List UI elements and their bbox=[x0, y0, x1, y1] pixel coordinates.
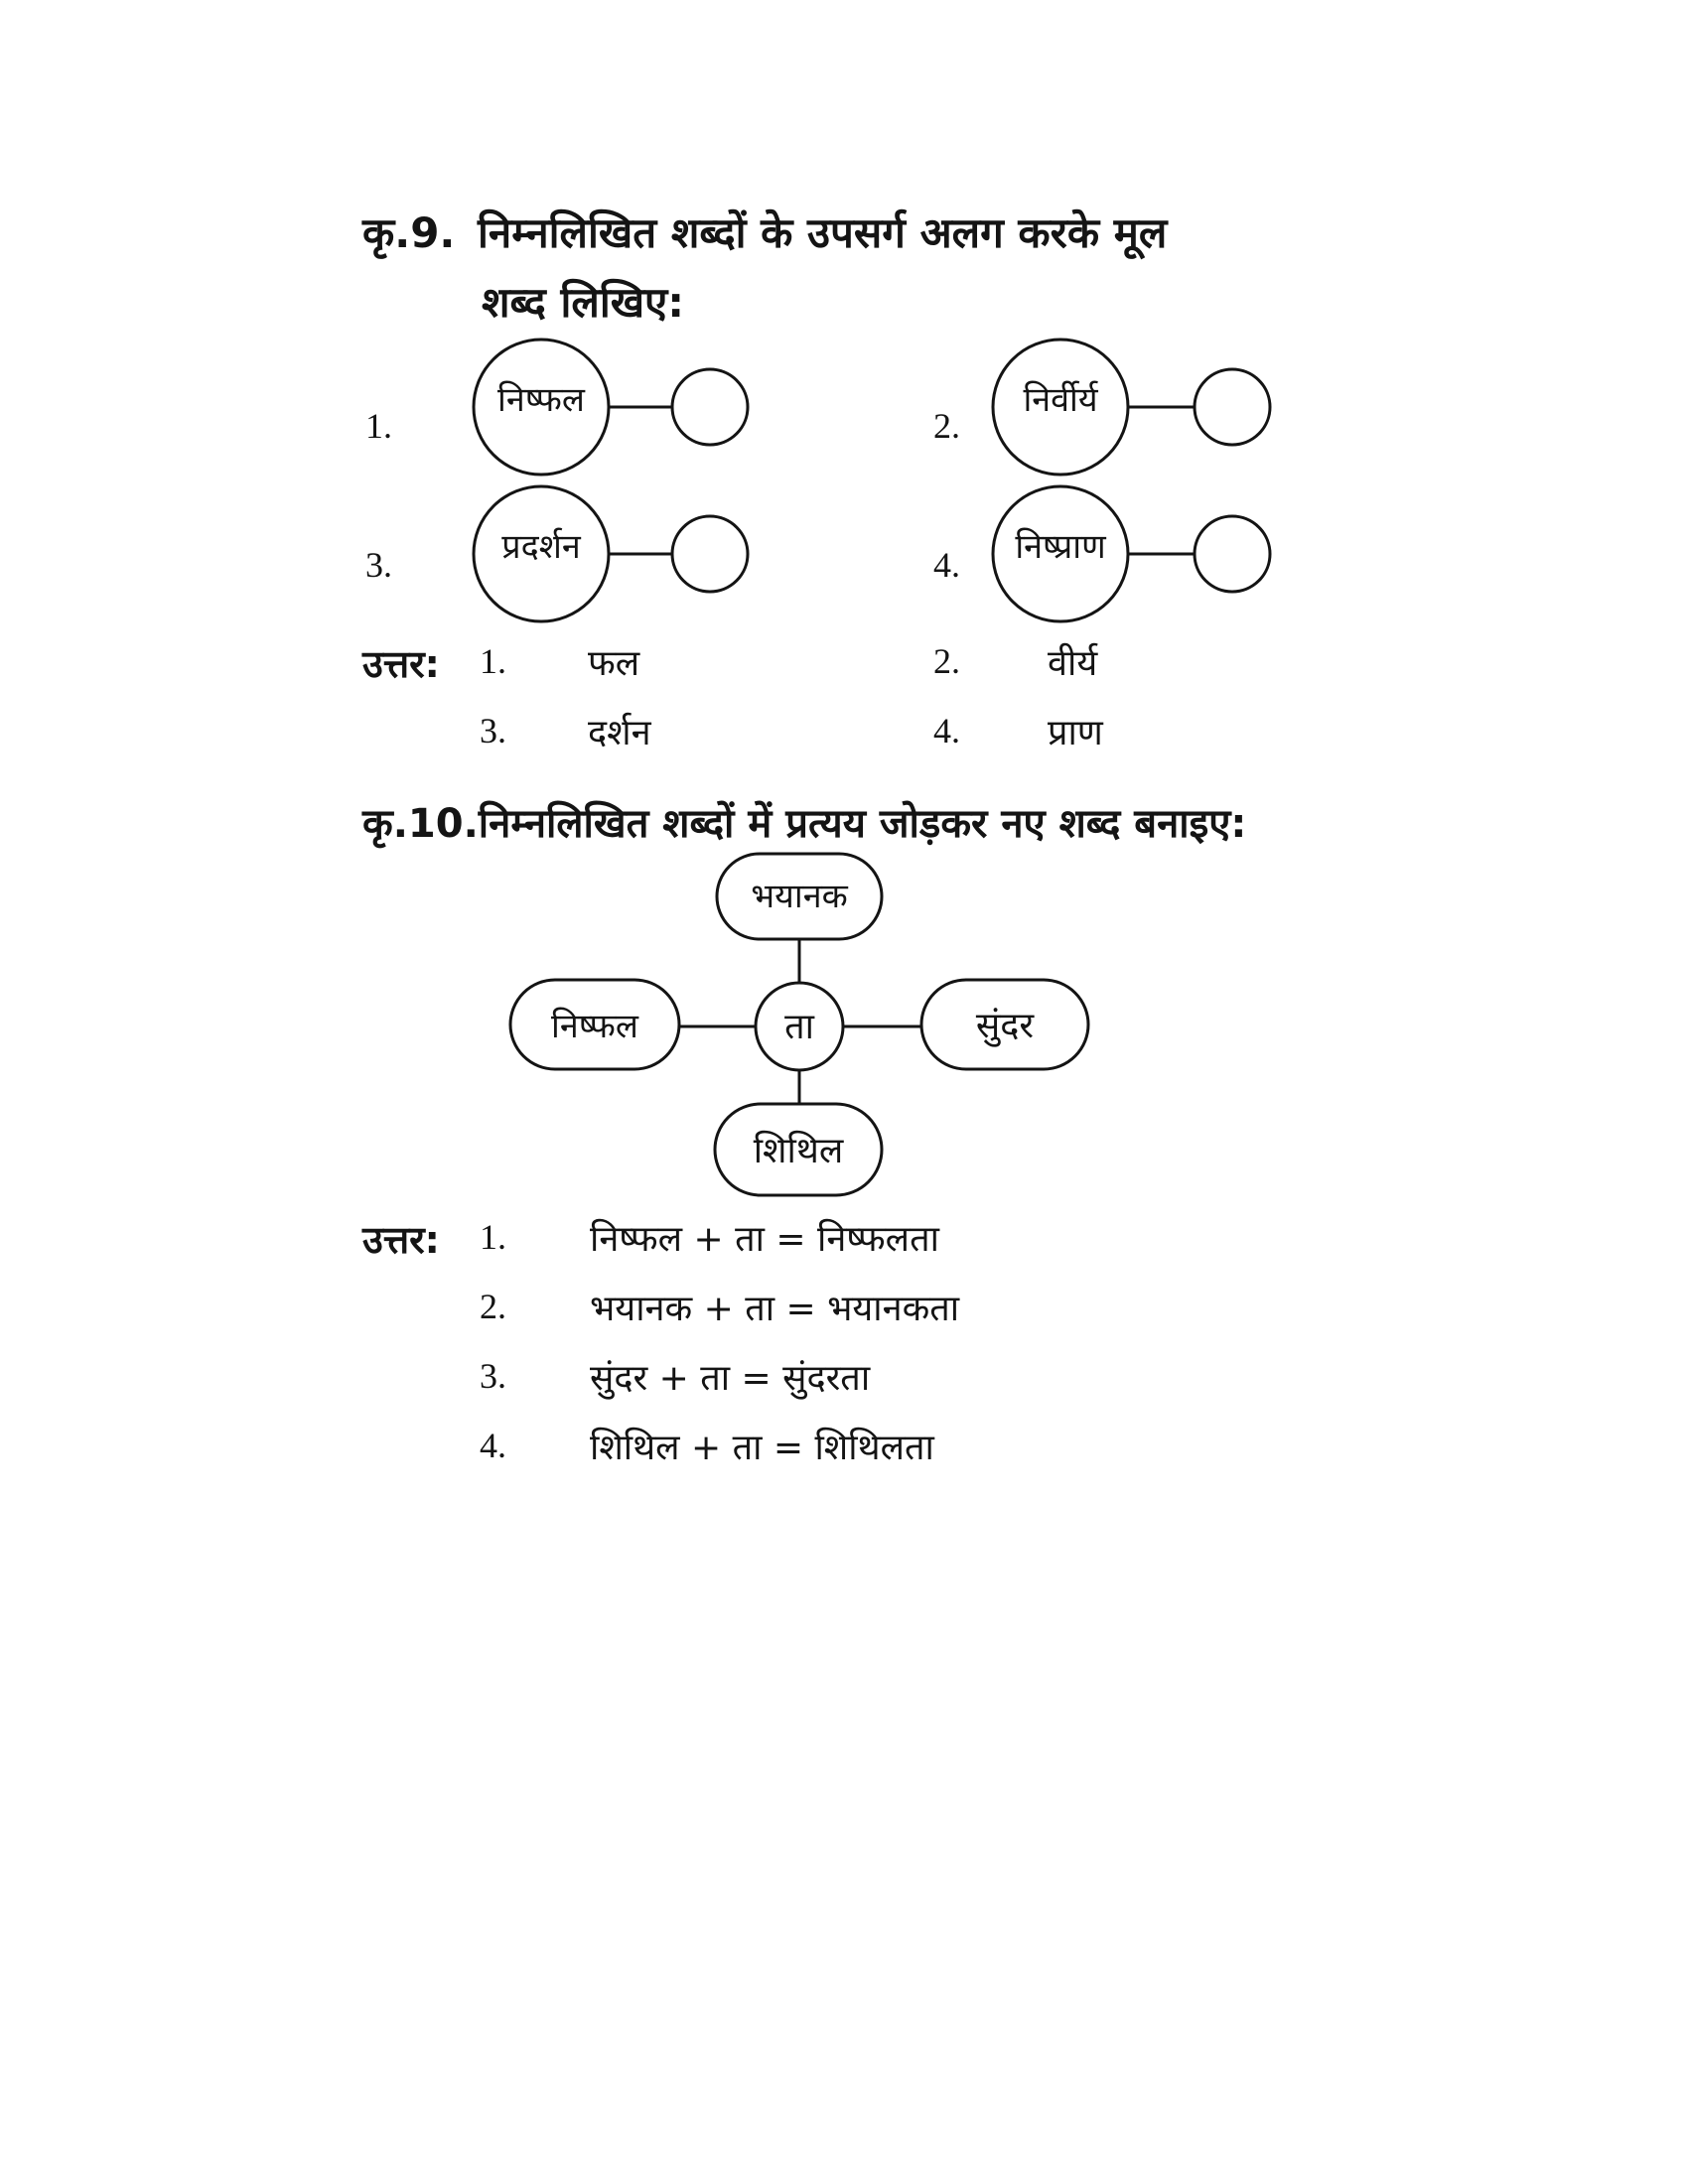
q9-answer4-number: 4. bbox=[933, 711, 960, 751]
q10-bottom-word: शिथिल bbox=[753, 1131, 844, 1171]
q9-answer-label: उत्तर: bbox=[362, 642, 440, 686]
q9-item1-blank-circle bbox=[672, 369, 748, 445]
q9-number: कृ.9. bbox=[362, 208, 456, 257]
q10-answer1-text: निष्फल + ता = निष्फलता bbox=[590, 1219, 939, 1260]
q9-item4-blank-circle bbox=[1195, 516, 1270, 592]
q9-answer2-number: 2. bbox=[933, 641, 960, 681]
q10-answer4-number: 4. bbox=[480, 1426, 506, 1465]
q9-answer1-text: फल bbox=[588, 643, 640, 684]
q9-answer3-text: दर्शन bbox=[588, 713, 651, 753]
q9-item3-blank-circle bbox=[672, 516, 748, 592]
q9-answer4-text: प्राण bbox=[1048, 713, 1103, 753]
q9-diagrams bbox=[0, 0, 1688, 695]
q9-item1-word: निष्फल bbox=[497, 380, 585, 420]
q10-answer1-number: 1. bbox=[480, 1217, 506, 1257]
q9-item4-word: निष्प्राण bbox=[1015, 527, 1106, 567]
q9-item4-number: 4. bbox=[933, 545, 960, 585]
q9-item3-number: 3. bbox=[365, 545, 392, 585]
q10-left-word: निष्फल bbox=[551, 1007, 638, 1046]
q9-title: निम्नलिखित शब्दों के उपसर्ग अलग करके मूल bbox=[478, 208, 1168, 257]
q9-item3-word: प्रदर्शन bbox=[501, 527, 581, 567]
q10-top-word: भयानक bbox=[751, 877, 848, 916]
q9-answer3-number: 3. bbox=[480, 711, 506, 751]
q9-item2-blank-circle bbox=[1195, 369, 1270, 445]
q10-answer4-text: शिथिल + ता = शिथिलता bbox=[590, 1428, 934, 1468]
q10-center-word: ता bbox=[784, 1007, 814, 1047]
q10-diagram bbox=[0, 794, 1688, 1211]
q9-item2-word: निर्वीर्य bbox=[1023, 380, 1098, 420]
q10-answer3-text: सुंदर + ता = सुंदरता bbox=[590, 1358, 871, 1399]
q9-title-line2: शब्द लिखिए: bbox=[482, 278, 685, 327]
q10-right-word: सुंदर bbox=[975, 1006, 1035, 1046]
q9-item1-number: 1. bbox=[365, 406, 392, 446]
q10-answer2-number: 2. bbox=[480, 1287, 506, 1326]
q9-item2-number: 2. bbox=[933, 406, 960, 446]
q9-answer2-text: वीर्य bbox=[1048, 643, 1098, 684]
q10-answer3-number: 3. bbox=[480, 1356, 506, 1396]
q10-answer-label: उत्तर: bbox=[362, 1218, 440, 1262]
q10-answer2-text: भयानक + ता = भयानकता bbox=[590, 1289, 960, 1329]
q9-answer1-number: 1. bbox=[480, 641, 506, 681]
q10-title: कृ.10.निम्नलिखित शब्दों में प्रत्यय जोड़कर नए शब्द बनाइए: bbox=[362, 801, 1247, 847]
